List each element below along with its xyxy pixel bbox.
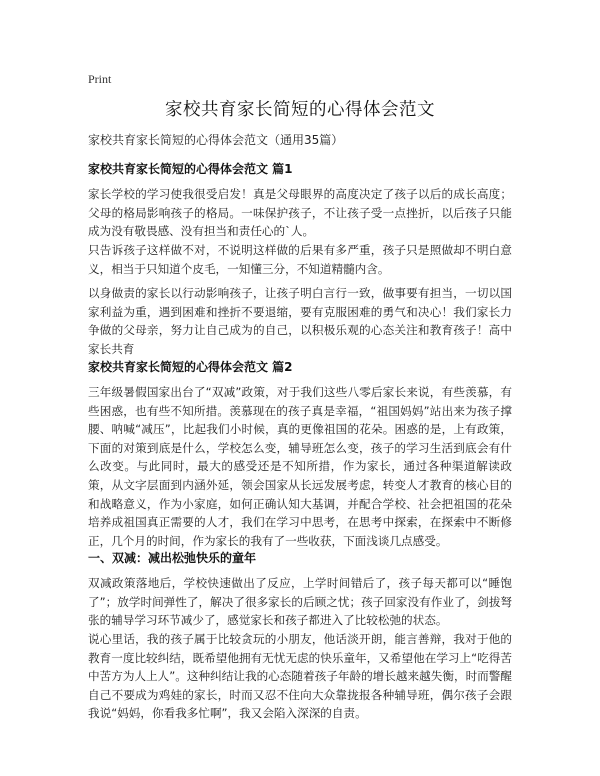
section-heading-2: 家校共育家长简短的心得体会范文 篇2	[88, 360, 293, 374]
section-heading-1: 家校共育家长简短的心得体会范文 篇1	[88, 162, 293, 176]
paragraph: 双减政策落地后，学校快速做出了反应，上学时间错后了，孩子每天都可以“睡饱了”；放学时间弹性了，解决了很多家长的后顾之忧；孩子回家没有作业了，剑拔弩张的辅导学习环节减少了，感觉家长和孩子都进入了比较松弛的状态。	[88, 576, 512, 628]
document-title: 家校共育家长简短的心得体会范文	[165, 100, 435, 120]
document-subtitle: 家校共育家长简短的心得体会范文（通用35篇）	[88, 133, 344, 147]
print-label: Print	[88, 72, 112, 86]
paragraph: 家长学校的学习使我很受启发！真是父母眼界的高度决定了孩子以后的成长高度；父母的格局影响孩子的格局。一味保护孩子，不让孩子受一点挫折，以后孩子只能成为没有敬畏感、没有担当和责任心的`人。	[88, 187, 512, 239]
paragraph: 只告诉孩子这样做不对，不说明这样做的后果有多严重，孩子只是照做却不明白意义，相当于只知道个皮毛，一知懂三分，不知道精髓内含。	[88, 243, 512, 276]
section-heading-3: 一、双减：减出松弛快乐的童年	[88, 551, 257, 565]
paragraph: 三年级暑假国家出台了“双减”政策，对于我们这些八零后家长来说，有些羡慕，有些困惑，也有些不知所措。羡慕现在的孩子真是幸福，“祖国妈妈”站出来为孩子撑腰、呐喊“减压”，比起我们小时候，真的更像祖国的花朵。困惑的是，上有政策，下面的对策到底是什么，学校怎么变，辅导班怎么变，孩子的学习生活到底会有什么改变。与此同时，最大的感受还是不知所措，作为家长，通过各种渠道解读政策，从文字层面到内涵外延，领会国家从长远发展考虑，转变人才教育的核心目的和战略意义，作为小家庭，如何正确认知大基调，并配合学校、社会把祖国的花朵培养成祖国真正需要的人才，我们在学习中思考，在思考中探索，在探索中不断修正，几个月的时间，作为家长的我有了一些收获，下面浅谈几点感受。	[88, 385, 512, 548]
paragraph: 说心里话，我的孩子属于比较贪玩的小朋友，他话淡开朗，能言善辩，我对于他的教育一度比较纠结，既希望他拥有无忧无虑的快乐童年，又希望他在学习上“吃得苦中苦方为人上人”。这种纠结让我的心态随着孩子年龄的增长越来越失衡，时而警醒自己不要成为鸡娃的家长，时而又忍不住向大众靠拢报各种辅导班，偶尔孩子会跟我说“妈妈，你看我多忙啊”，我又会陷入深深的自责。	[88, 632, 512, 721]
paragraph: 以身做责的家长以行动影响孩子，让孩子明白言行一致，做事要有担当，一切以国家利益为重，遇到困难和挫折不要退缩，要有克服困难的勇气和决心！我们家长力争做的父母亲，努力让自己成为的自己，以积极乐观的心态关注和教育孩子！高中家长共育	[88, 286, 512, 356]
